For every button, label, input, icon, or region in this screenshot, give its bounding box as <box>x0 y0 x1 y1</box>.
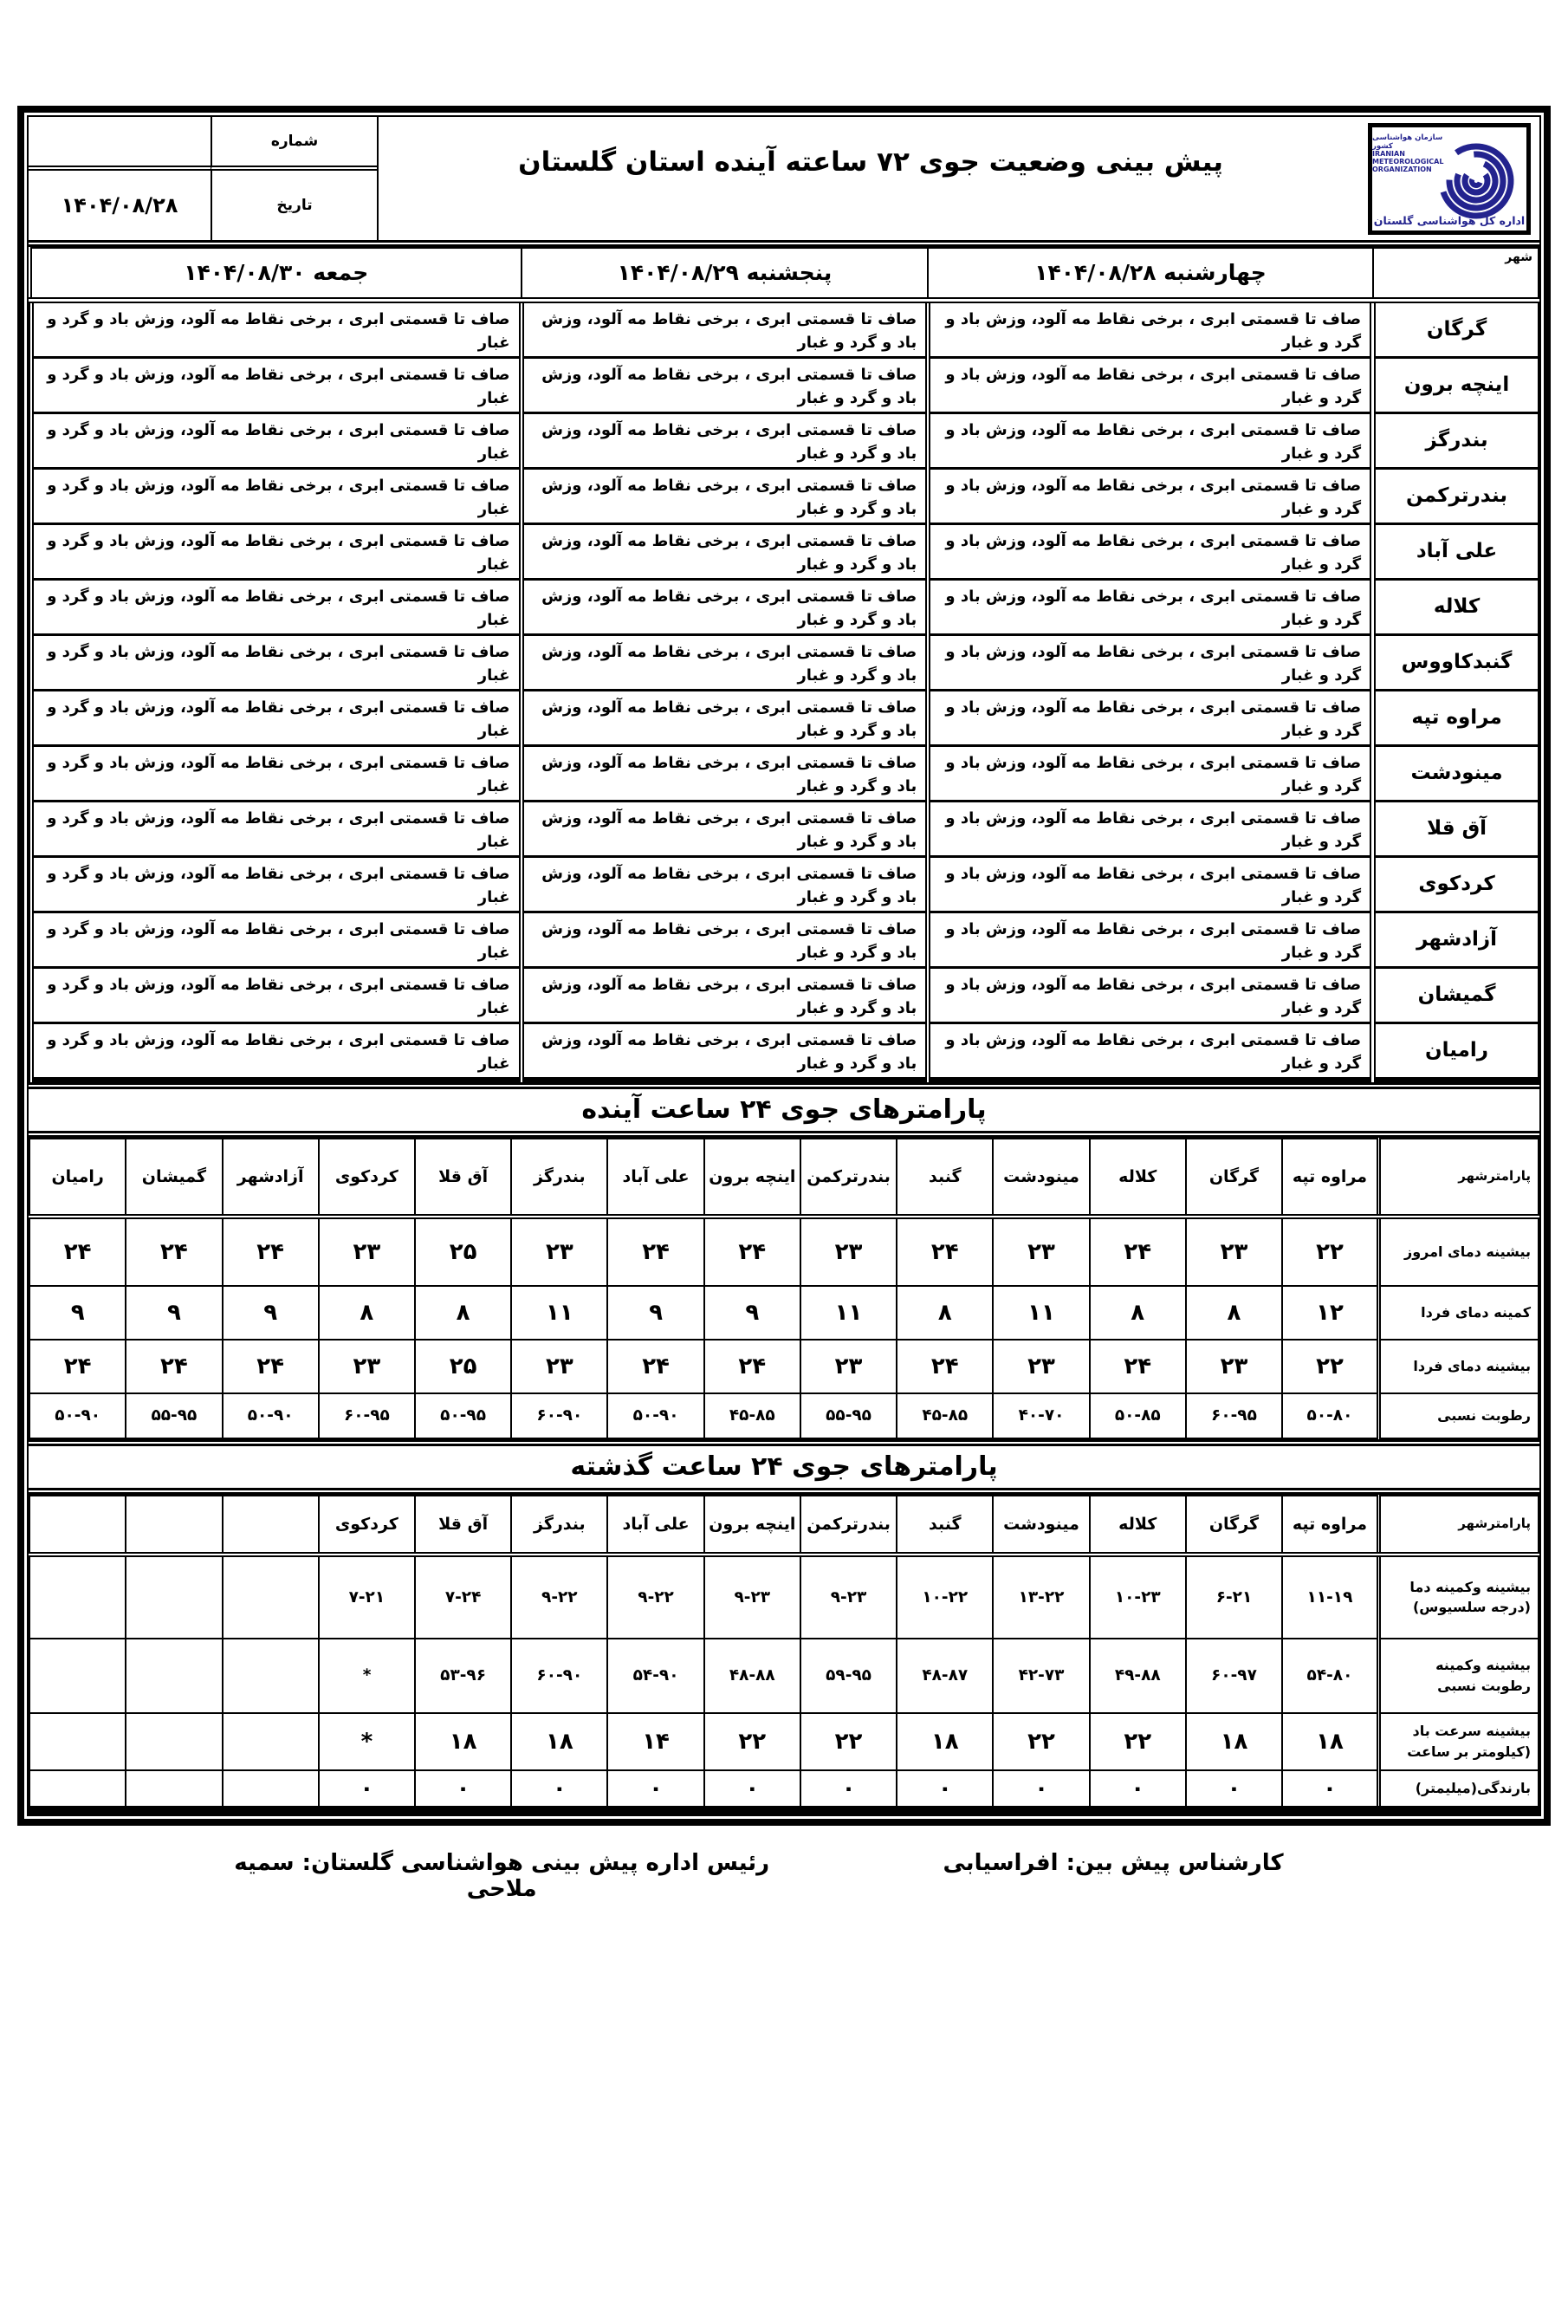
forecast-cell-day1: صاف تا قسمتی ابری ، برخی نقاط مه آلود، وزش باد و گرد و غبار <box>928 579 1372 634</box>
param-value-cell: ۲۴ <box>126 1217 222 1286</box>
forecast-header-row <box>31 248 1539 300</box>
forecast-cell-day3: صاف تا قسمتی ابری ، برخی نقاط مه آلود، وزش باد و گرد و غبار <box>31 468 522 523</box>
param-value-cell: ۲۲ <box>1282 1340 1378 1393</box>
max-temp-tomorrow-row <box>29 1340 1539 1393</box>
param-value-cell: ۰ <box>897 1770 993 1810</box>
past24-params-table <box>29 1495 1539 1814</box>
date-label: تاریخ <box>211 171 377 240</box>
document-frame-inner <box>27 115 1541 1816</box>
param-value-cell: ۵۰-۸۵ <box>1090 1393 1186 1438</box>
param-row-label: بیشینه وکمینه دما (درجه سلسیوس) <box>1378 1555 1539 1639</box>
param-value-cell: ۱۱ <box>511 1286 607 1340</box>
param-value-cell: ۱۸ <box>415 1713 511 1770</box>
forecast-cell-day2: صاف تا قسمتی ابری ، برخی نقاط مه آلود، وزش باد و گرد و غبار <box>522 690 929 745</box>
forecast-row <box>31 912 1539 967</box>
number-label: شماره <box>211 117 377 171</box>
param-value-cell: ۲۴ <box>607 1340 703 1393</box>
forecast-cell-day1: صاف تا قسمتی ابری ، برخی نقاط مه آلود، وزش باد و گرد و غبار <box>928 468 1372 523</box>
param-value-cell: ۲۳ <box>1186 1217 1282 1286</box>
param-value-cell: ۹ <box>223 1286 319 1340</box>
forecast-cell-day1: صاف تا قسمتی ابری ، برخی نقاط مه آلود، وزش باد و گرد و غبار <box>928 412 1372 468</box>
forecast-cell-day1: صاف تا قسمتی ابری ، برخی نقاط مه آلود، وزش باد و گرد و غبار <box>928 1022 1372 1080</box>
param-value-cell: ۲۴ <box>223 1340 319 1393</box>
forecast-cell-day2: صاف تا قسمتی ابری ، برخی نقاط مه آلود، وزش باد و گرد و غبار <box>522 412 929 468</box>
city-name: آق قلا <box>1373 801 1539 856</box>
param-city-header: اینچه برون <box>704 1496 800 1555</box>
forecast-table <box>29 247 1539 1082</box>
param-value-cell <box>126 1639 222 1713</box>
param-value-cell: ۹-۲۲ <box>607 1555 703 1639</box>
param-value-cell <box>126 1713 222 1770</box>
logo-org-en-line1: IRANIAN <box>1372 150 1405 159</box>
param-value-cell: ۸ <box>1186 1286 1282 1340</box>
document-header <box>29 117 1539 247</box>
param-row-label: بیشینه دمای امروز <box>1378 1217 1539 1286</box>
param-value-cell: ۹ <box>704 1286 800 1340</box>
param-value-cell: ۰ <box>415 1770 511 1810</box>
param-value-cell: ۱۱ <box>993 1286 1089 1340</box>
param-value-cell: ۲۴ <box>29 1340 126 1393</box>
forecaster-signature: کارشناس پیش بین: افراسیابی <box>943 1849 1284 1876</box>
forecast-cell-day1: صاف تا قسمتی ابری ، برخی نقاط مه آلود، وزش باد و گرد و غبار <box>928 690 1372 745</box>
param-row-label: بیشینه دمای فردا <box>1378 1340 1539 1393</box>
weather-bulletin-page <box>0 106 1568 2324</box>
param-value-cell: ۲۳ <box>1186 1340 1282 1393</box>
param-value-cell: ۲۲ <box>1282 1217 1378 1286</box>
forecast-cell-day2: صاف تا قسمتی ابری ، برخی نقاط مه آلود، وزش باد و گرد و غبار <box>522 579 929 634</box>
day2-header: پنجشنبه ۱۴۰۴/۰۸/۲۹ <box>522 248 929 300</box>
param-value-cell: ۱۸ <box>1186 1713 1282 1770</box>
forecast-cell-day3: صاف تا قسمتی ابری ، برخی نقاط مه آلود، وزش باد و گرد و غبار <box>31 300 522 357</box>
param-value-cell <box>29 1639 126 1713</box>
param-row-label: کمینه دمای فردا <box>1378 1286 1539 1340</box>
param-value-cell: ۸ <box>319 1286 415 1340</box>
param-value-cell: ۲۳ <box>511 1340 607 1393</box>
param-value-cell: ۵۴-۸۰ <box>1282 1639 1378 1713</box>
param-city-header: کردکوی <box>319 1139 415 1217</box>
logo-org-en-line2: METEOROLOGICAL <box>1372 157 1444 166</box>
date-value: ۱۴۰۴/۰۸/۲۸ <box>61 193 178 217</box>
param-value-cell <box>126 1770 222 1810</box>
param-value-cell <box>223 1555 319 1639</box>
city-name: بندرگز <box>1373 412 1539 468</box>
min-temp-tomorrow-row <box>29 1286 1539 1340</box>
param-city-header: رامیان <box>29 1139 126 1217</box>
city-name: بندرترکمن <box>1373 468 1539 523</box>
param-value-cell: ۲۲ <box>993 1713 1089 1770</box>
param-value-cell: ۴۲-۷۳ <box>993 1639 1089 1713</box>
forecast-cell-day2: صاف تا قسمتی ابری ، برخی نقاط مه آلود، وزش باد و گرد و غبار <box>522 745 929 801</box>
forecast-row <box>31 856 1539 912</box>
param-city-header: بندرگز <box>511 1496 607 1555</box>
page-title: پیش بینی وضعیت جوی ۷۲ ساعته آینده استان گلستان <box>518 146 1223 178</box>
param-city-header: گنبد <box>897 1496 993 1555</box>
city-name: رامیان <box>1373 1022 1539 1080</box>
max-wind-row <box>29 1713 1539 1770</box>
forecast-cell-day3: صاف تا قسمتی ابری ، برخی نقاط مه آلود، وزش باد و گرد و غبار <box>31 579 522 634</box>
param-value-cell: ۸ <box>415 1286 511 1340</box>
param-value-cell: ۰ <box>704 1770 800 1810</box>
forecast-row <box>31 634 1539 690</box>
param-city-header: علی آباد <box>607 1139 703 1217</box>
param-value-cell: ۶۰-۹۷ <box>1186 1639 1282 1713</box>
param-value-cell: ۱۱-۱۹ <box>1282 1555 1378 1639</box>
param-city-header <box>126 1496 222 1555</box>
param-row-label: بارندگی(میلیمتر) <box>1378 1770 1539 1810</box>
param-value-cell: ۱۸ <box>511 1713 607 1770</box>
param-value-cell: ۰ <box>607 1770 703 1810</box>
forecast-cell-day1: صاف تا قسمتی ابری ، برخی نقاط مه آلود، وزش باد و گرد و غبار <box>928 745 1372 801</box>
param-value-cell: ۴۹-۸۸ <box>1090 1639 1186 1713</box>
param-value-cell: ۵۴-۹۰ <box>607 1639 703 1713</box>
param-value-cell: ۲۴ <box>704 1217 800 1286</box>
city-name: گرگان <box>1373 300 1539 357</box>
param-city-header: گرگان <box>1186 1496 1282 1555</box>
day3-header: جمعه ۱۴۰۴/۰۸/۳۰ <box>31 248 522 300</box>
param-value-cell <box>29 1555 126 1639</box>
param-city-header: گرگان <box>1186 1139 1282 1217</box>
param-value-cell: ۲۲ <box>1090 1713 1186 1770</box>
forecast-cell-day2: صاف تا قسمتی ابری ، برخی نقاط مه آلود، وزش باد و گرد و غبار <box>522 967 929 1022</box>
param-value-cell: ۸ <box>897 1286 993 1340</box>
param-value-cell: ۲۴ <box>704 1340 800 1393</box>
param-value-cell: ۷-۲۱ <box>319 1555 415 1639</box>
forecast-cell-day2: صاف تا قسمتی ابری ، برخی نقاط مه آلود، وزش باد و گرد و غبار <box>522 856 929 912</box>
param-city-header: آق قلا <box>415 1139 511 1217</box>
param-value-cell: ۶۰-۹۵ <box>319 1393 415 1438</box>
param-value-cell: ۲۴ <box>607 1217 703 1286</box>
param-city-header: اینچه برون <box>704 1139 800 1217</box>
forecast-cell-day3: صاف تا قسمتی ابری ، برخی نقاط مه آلود، وزش باد و گرد و غبار <box>31 745 522 801</box>
param-city-header: آزادشهر <box>223 1139 319 1217</box>
minmax-humidity-row <box>29 1639 1539 1713</box>
param-value-cell: ۱۸ <box>1282 1713 1378 1770</box>
param-value-cell: ۶۰-۹۰ <box>511 1393 607 1438</box>
param-value-cell: ۵۰-۹۰ <box>607 1393 703 1438</box>
city-name: گنبدکاووس <box>1373 634 1539 690</box>
param-value-cell: ۵۵-۹۵ <box>126 1393 222 1438</box>
forecast-cell-day3: صاف تا قسمتی ابری ، برخی نقاط مه آلود، وزش باد و گرد و غبار <box>31 634 522 690</box>
param-row-label: رطوبت نسبی <box>1378 1393 1539 1438</box>
forecast-cell-day1: صاف تا قسمتی ابری ، برخی نقاط مه آلود، وزش باد و گرد و غبار <box>928 912 1372 967</box>
param-city-header: علی آباد <box>607 1496 703 1555</box>
forecast-cell-day2: صاف تا قسمتی ابری ، برخی نقاط مه آلود، وزش باد و گرد و غبار <box>522 912 929 967</box>
minmax-temp-row <box>29 1555 1539 1639</box>
param-value-cell: ۹ <box>29 1286 126 1340</box>
param-value-cell: ۰ <box>1090 1770 1186 1810</box>
param-value-cell: ۱۰-۲۳ <box>1090 1555 1186 1639</box>
param-value-cell: ۰ <box>800 1770 897 1810</box>
param-city-header <box>223 1496 319 1555</box>
forecast-cell-day2: صاف تا قسمتی ابری ، برخی نقاط مه آلود، وزش باد و گرد و غبار <box>522 634 929 690</box>
param-value-cell: ۶-۲۱ <box>1186 1555 1282 1639</box>
param-value-cell: ۱۳-۲۲ <box>993 1555 1089 1639</box>
param-city-header <box>29 1496 126 1555</box>
forecast-cell-day2: صاف تا قسمتی ابری ، برخی نقاط مه آلود، وزش باد و گرد و غبار <box>522 523 929 579</box>
param-value-cell: ۸ <box>1090 1286 1186 1340</box>
param-value-cell <box>223 1713 319 1770</box>
param-value-cell: ۶۰-۹۰ <box>511 1639 607 1713</box>
precipitation-row <box>29 1770 1539 1810</box>
param-value-cell: ۰ <box>993 1770 1089 1810</box>
forecast-cell-day1: صاف تا قسمتی ابری ، برخی نقاط مه آلود، وزش باد و گرد و غبار <box>928 523 1372 579</box>
forecast-cell-day3: صاف تا قسمتی ابری ، برخی نقاط مه آلود، وزش باد و گرد و غبار <box>31 523 522 579</box>
logo-org-en-line3: ORGANIZATION <box>1372 165 1432 173</box>
header-meta-block <box>29 117 379 240</box>
document-frame <box>17 106 1551 1826</box>
city-name: علی آباد <box>1373 523 1539 579</box>
param-value-cell: ۲۴ <box>1090 1217 1186 1286</box>
param-value-cell: ۱۲ <box>1282 1286 1378 1340</box>
param-value-cell <box>29 1770 126 1810</box>
param-value-cell: ۵۹-۹۵ <box>800 1639 897 1713</box>
relative-humidity-row <box>29 1393 1539 1438</box>
param-value-cell: ۹-۲۳ <box>704 1555 800 1639</box>
param-value-cell: ۲۳ <box>993 1217 1089 1286</box>
forecast-cell-day3: صاف تا قسمتی ابری ، برخی نقاط مه آلود، وزش باد و گرد و غبار <box>31 357 522 412</box>
logo-org-name-fa: سازمان هواشناسی كشور <box>1372 133 1443 151</box>
day1-header: چهارشنبه ۱۴۰۴/۰۸/۲۸ <box>928 248 1372 300</box>
forecast-table-body <box>31 300 1539 1080</box>
forecast-cell-day2: صاف تا قسمتی ابری ، برخی نقاط مه آلود، وزش باد و گرد و غبار <box>522 1022 929 1080</box>
number-value <box>29 117 211 171</box>
forecast-row <box>31 300 1539 357</box>
param-value-cell: ۰ <box>511 1770 607 1810</box>
city-name: گمیشان <box>1373 967 1539 1022</box>
forecast-row <box>31 967 1539 1022</box>
past24-section-title: پارامترهای جوی ۲۴ ساعت گذشته <box>29 1439 1539 1495</box>
forecast-cell-day1: صاف تا قسمتی ابری ، برخی نقاط مه آلود، وزش باد و گرد و غبار <box>928 300 1372 357</box>
param-value-cell: ۲۴ <box>897 1340 993 1393</box>
param-city-header: بندرترکمن <box>800 1139 897 1217</box>
city-name: آزادشهر <box>1373 912 1539 967</box>
forecast-row <box>31 801 1539 856</box>
param-value-cell: ۲۴ <box>223 1217 319 1286</box>
next24-section-title: پارامترهای جوی ۲۴ ساعت آینده <box>29 1082 1539 1138</box>
param-value-cell: ۵۰-۸۰ <box>1282 1393 1378 1438</box>
param-row-label: بیشینه وکمینه رطوبت نسبی <box>1378 1639 1539 1713</box>
param-value-cell: ۱۱ <box>800 1286 897 1340</box>
forecast-cell-day1: صاف تا قسمتی ابری ، برخی نقاط مه آلود، وزش باد و گرد و غبار <box>928 856 1372 912</box>
forecast-cell-day1: صاف تا قسمتی ابری ، برخی نقاط مه آلود، وزش باد و گرد و غبار <box>928 801 1372 856</box>
forecast-cell-day2: صاف تا قسمتی ابری ، برخی نقاط مه آلود، وزش باد و گرد و غبار <box>522 468 929 523</box>
param-value-cell: ۲۲ <box>704 1713 800 1770</box>
param-value-cell: ۵۵-۹۵ <box>800 1393 897 1438</box>
max-temp-today-row <box>29 1217 1539 1286</box>
param-value-cell: ۵۰-۹۰ <box>29 1393 126 1438</box>
forecast-cell-day3: صاف تا قسمتی ابری ، برخی نقاط مه آلود، وزش باد و گرد و غبار <box>31 912 522 967</box>
next24-header-row <box>29 1139 1539 1217</box>
param-value-cell: ۹-۲۳ <box>800 1555 897 1639</box>
forecast-cell-day3: صاف تا قسمتی ابری ، برخی نقاط مه آلود، وزش باد و گرد و غبار <box>31 1022 522 1080</box>
param-value-cell: ۲۵ <box>415 1340 511 1393</box>
param-value-cell: ۲۳ <box>800 1340 897 1393</box>
forecast-cell-day1: صاف تا قسمتی ابری ، برخی نقاط مه آلود، وزش باد و گرد و غبار <box>928 634 1372 690</box>
param-value-cell: * <box>319 1713 415 1770</box>
param-value-cell: ۲۴ <box>1090 1340 1186 1393</box>
forecast-row <box>31 745 1539 801</box>
param-value-cell: ۲۳ <box>800 1217 897 1286</box>
param-city-corner: پارامترشهر <box>1378 1496 1539 1555</box>
forecast-cell-day2: صاف تا قسمتی ابری ، برخی نقاط مه آلود، وزش باد و گرد و غبار <box>522 300 929 357</box>
param-city-header: مینودشت <box>993 1139 1089 1217</box>
param-value-cell <box>223 1639 319 1713</box>
forecast-cell-day1: صاف تا قسمتی ابری ، برخی نقاط مه آلود، وزش باد و گرد و غبار <box>928 357 1372 412</box>
city-name: کردکوی <box>1373 856 1539 912</box>
param-city-header: مراوه تپه <box>1282 1496 1378 1555</box>
forecast-row <box>31 523 1539 579</box>
param-value-cell: ۴۸-۸۸ <box>704 1639 800 1713</box>
param-value-cell: ۹ <box>607 1286 703 1340</box>
param-value-cell <box>29 1713 126 1770</box>
param-city-header: آق قلا <box>415 1496 511 1555</box>
param-value-cell: ۱۸ <box>897 1713 993 1770</box>
forecast-row <box>31 690 1539 745</box>
spiral-logo-icon <box>1422 133 1525 226</box>
param-value-cell: ۵۰-۹۰ <box>223 1393 319 1438</box>
forecast-cell-day1: صاف تا قسمتی ابری ، برخی نقاط مه آلود، وزش باد و گرد و غبار <box>928 967 1372 1022</box>
param-value-cell: ۲۳ <box>319 1340 415 1393</box>
param-value-cell: ۰ <box>319 1770 415 1810</box>
forecast-row <box>31 468 1539 523</box>
forecast-cell-day3: صاف تا قسمتی ابری ، برخی نقاط مه آلود، وزش باد و گرد و غبار <box>31 412 522 468</box>
forecast-row <box>31 579 1539 634</box>
param-city-header: مینودشت <box>993 1496 1089 1555</box>
param-value-cell: ۰ <box>1186 1770 1282 1810</box>
param-value-cell: ۴۸-۸۷ <box>897 1639 993 1713</box>
param-value-cell: ۲۲ <box>800 1713 897 1770</box>
city-name: اینچه برون <box>1373 357 1539 412</box>
city-name: مراوه تپه <box>1373 690 1539 745</box>
param-value-cell: ۴۰-۷۰ <box>993 1393 1089 1438</box>
param-city-header: کلاله <box>1090 1139 1186 1217</box>
param-value-cell: ۲۴ <box>897 1217 993 1286</box>
param-value-cell: ۲۵ <box>415 1217 511 1286</box>
forecast-cell-day3: صاف تا قسمتی ابری ، برخی نقاط مه آلود، وزش باد و گرد و غبار <box>31 856 522 912</box>
param-city-header: گمیشان <box>126 1139 222 1217</box>
chief-signature: رئیس اداره پیش بینی هواشناسی گلستان: سمیه ملاحی <box>234 1849 770 1902</box>
forecast-cell-day2: صاف تا قسمتی ابری ، برخی نقاط مه آلود، وزش باد و گرد و غبار <box>522 357 929 412</box>
city-name: کلاله <box>1373 579 1539 634</box>
param-value-cell: * <box>319 1639 415 1713</box>
param-value-cell: ۹ <box>126 1286 222 1340</box>
met-org-logo <box>1368 123 1531 235</box>
param-city-header: بندرگز <box>511 1139 607 1217</box>
forecast-row <box>31 412 1539 468</box>
param-value-cell: ۲۴ <box>29 1217 126 1286</box>
city-column-header: شهر <box>1373 248 1539 300</box>
param-city-header: بندرترکمن <box>800 1496 897 1555</box>
forecast-cell-day2: صاف تا قسمتی ابری ، برخی نقاط مه آلود، وزش باد و گرد و غبار <box>522 801 929 856</box>
param-city-header: کردکوی <box>319 1496 415 1555</box>
param-value-cell: ۱۰-۲۲ <box>897 1555 993 1639</box>
city-name: مینودشت <box>1373 745 1539 801</box>
param-value-cell <box>126 1555 222 1639</box>
param-value-cell: ۹-۲۲ <box>511 1555 607 1639</box>
param-row-label: بیشینه سرعت باد (کیلومتر بر ساعت <box>1378 1713 1539 1770</box>
param-value-cell: ۰ <box>1282 1770 1378 1810</box>
param-value-cell: ۵۰-۹۵ <box>415 1393 511 1438</box>
param-value-cell: ۵۳-۹۶ <box>415 1639 511 1713</box>
past24-header-row <box>29 1496 1539 1555</box>
signature-footer <box>0 1840 1568 1900</box>
param-city-corner: پارامترشهر <box>1378 1139 1539 1217</box>
forecast-row <box>31 1022 1539 1080</box>
param-value-cell: ۴۵-۸۵ <box>704 1393 800 1438</box>
forecast-row <box>31 357 1539 412</box>
next24-params-table <box>29 1138 1539 1439</box>
param-value-cell: ۶۰-۹۵ <box>1186 1393 1282 1438</box>
param-value-cell: ۷-۲۴ <box>415 1555 511 1639</box>
param-value-cell: ۲۳ <box>993 1340 1089 1393</box>
param-value-cell: ۱۴ <box>607 1713 703 1770</box>
param-value-cell: ۲۳ <box>319 1217 415 1286</box>
param-value-cell: ۴۵-۸۵ <box>897 1393 993 1438</box>
param-city-header: گنبد <box>897 1139 993 1217</box>
param-value-cell: ۲۴ <box>126 1340 222 1393</box>
param-value-cell <box>223 1770 319 1810</box>
forecast-cell-day3: صاف تا قسمتی ابری ، برخی نقاط مه آلود، وزش باد و گرد و غبار <box>31 967 522 1022</box>
forecast-cell-day3: صاف تا قسمتی ابری ، برخی نقاط مه آلود، وزش باد و گرد و غبار <box>31 801 522 856</box>
param-city-header: کلاله <box>1090 1496 1186 1555</box>
param-value-cell: ۲۳ <box>511 1217 607 1286</box>
param-city-header: مراوه تپه <box>1282 1139 1378 1217</box>
logo-office-name: اداره کل هواشناسی گلستان <box>1373 214 1526 227</box>
forecast-cell-day3: صاف تا قسمتی ابری ، برخی نقاط مه آلود، وزش باد و گرد و غبار <box>31 690 522 745</box>
